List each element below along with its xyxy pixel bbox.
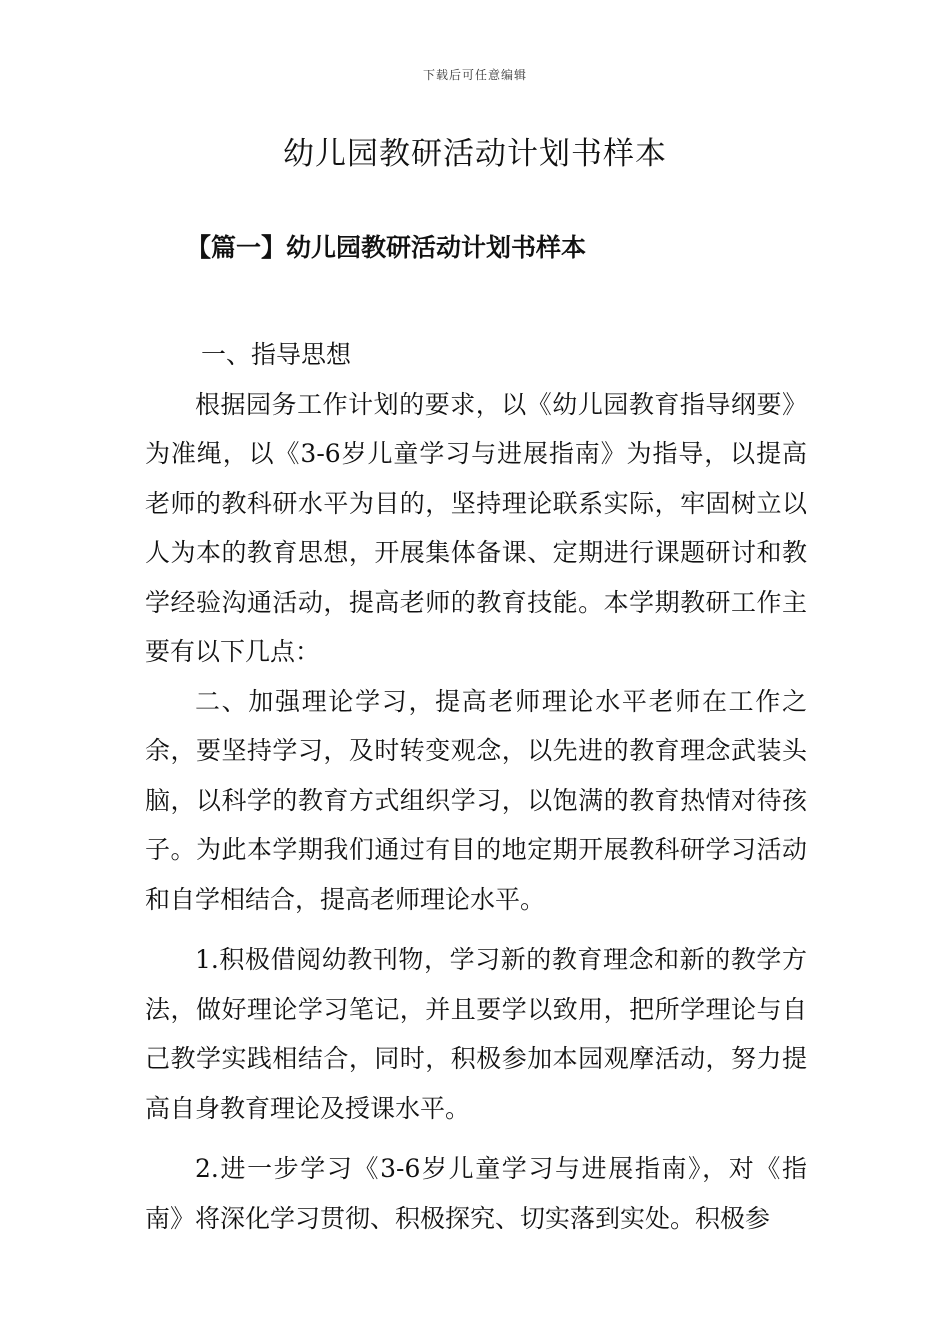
paragraph-2: 二、加强理论学习，提高老师理论水平老师在工作之余，要坚持学习，及时转变观念，以先进的教育理念武装头脑，以科学的教育方式组织学习，以饱满的教育热情对待孩子。为此本学期我们通过有目的地定期开展教科研学习活动和自学相结合，提高老师理论水平。 <box>145 686 807 914</box>
paragraph-3: 1.积极借阅幼教刊物，学习新的教育理念和新的教学方法，做好理论学习笔记，并且要学以致用，把所学理论与自己教学实践相结合，同时，积极参加本园观摩活动，努力提高自身教育理论及授课水平。 <box>145 945 807 1123</box>
document-body <box>145 330 807 1243</box>
section-heading: 【篇一】幼儿园教研活动计划书样本 <box>186 233 587 262</box>
paragraph-4: 2.进一步学习《3-6岁儿童学习与进展指南》，对《指南》将深化学习贯彻、积极探究、切实落到实处。积极参 <box>145 1154 807 1233</box>
header-note: 下载后可任意编辑 <box>422 68 527 82</box>
document-title: 幼儿园教研活动计划书样本 <box>283 136 667 172</box>
subheading-guiding-ideology: 一、指导思想 <box>201 340 352 369</box>
paragraph-1: 根据园务工作计划的要求，以《幼儿园教育指导纲要》为准绳，以《3-6岁儿童学习与进展指南》为指导，以提高老师的教科研水平为目的，坚持理论联系实际，牢固树立以人为本的教育思想，开展集体备课、定期进行课题研讨和教学经验沟通活动，提高老师的教育技能。本学期教研工作主要有以下几点： <box>145 389 807 666</box>
